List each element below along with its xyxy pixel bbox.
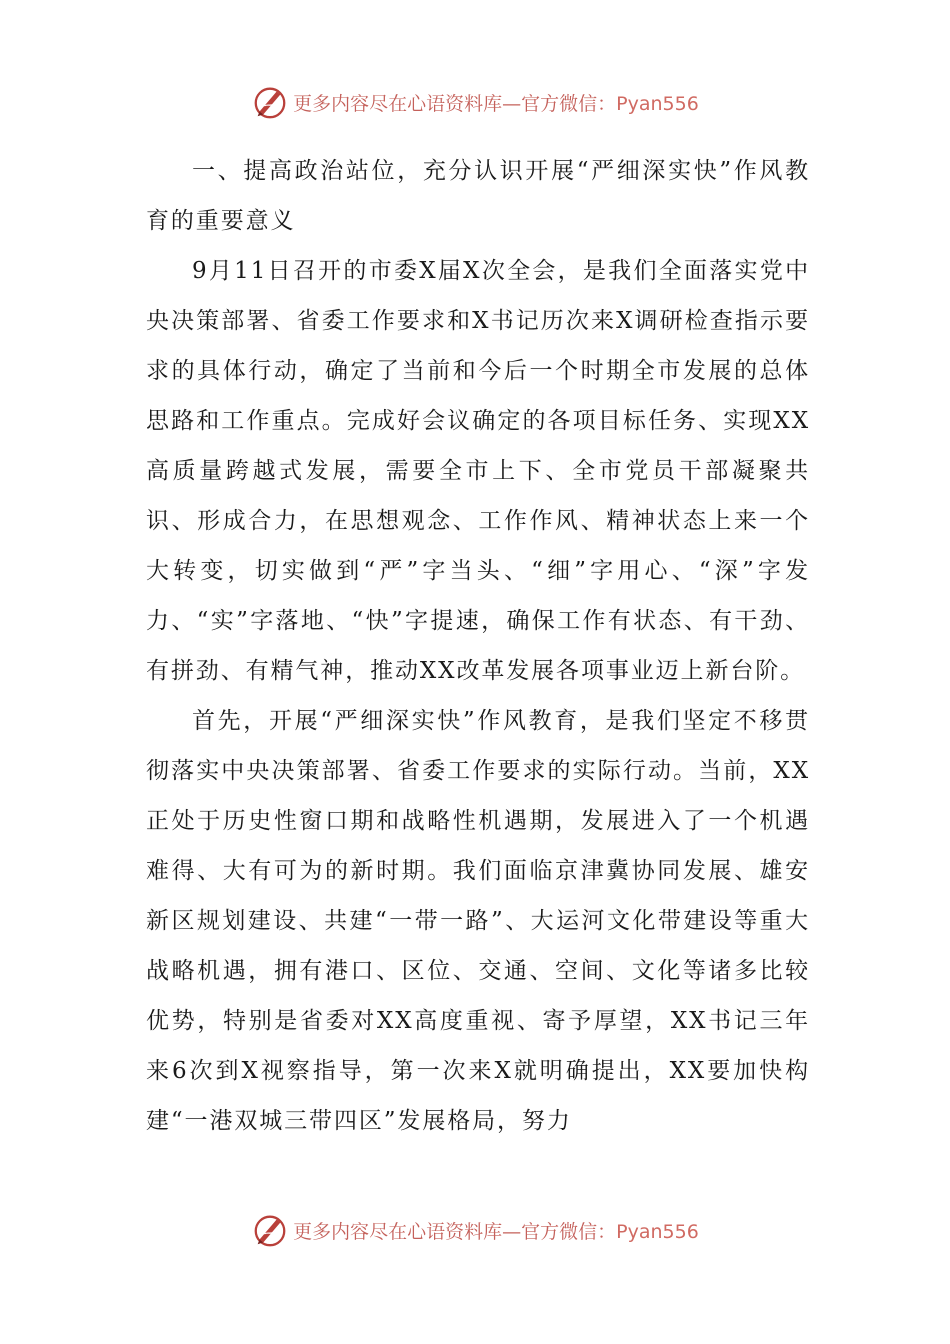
document-body — [146, 146, 810, 1146]
watermark-text: 更多内容尽在心语资料库—官方微信：Pyan556 — [293, 1220, 699, 1243]
pen-logo-icon — [251, 1211, 289, 1249]
watermark-text: 更多内容尽在心语资料库—官方微信：Pyan556 — [293, 92, 699, 115]
watermark-brand: Pyan556 — [616, 92, 699, 115]
watermark-banner-bottom — [0, 1208, 950, 1252]
section-heading: 一、提高政治站位，充分认识开展“严细深实快”作风教育的重要意义 — [146, 158, 810, 234]
watermark-banner-top — [0, 80, 950, 124]
paragraph: 9月11日召开的市委X届X次全会，是我们全面落实党中央决策部署、省委工作要求和X书记历次来X调研检查指示要求的具体行动，确定了当前和今后一个时期全市发展的总体思路和工作重点。完成好会议确定的各项目标任务、实现XX高质量跨越式发展，需要全市上下、全市党员干部凝聚共识、形成合力，在思想观念、工作作风、精神状态上来一个大转变，切实做到“严”字当头、“细”字用心、“深”字发力、“实”字落地、“快”字提速，确保工作有状态、有干劲、有拼劲、有精气神，推动XX改革发展各项事业迈上新台阶。 — [146, 258, 810, 684]
watermark-brand: Pyan556 — [616, 1220, 699, 1243]
pen-logo-icon — [251, 83, 289, 121]
paragraph: 首先，开展“严细深实快”作风教育，是我们坚定不移贯彻落实中央决策部署、省委工作要求的实际行动。当前，XX正处于历史性窗口期和战略性机遇期，发展进入了一个机遇难得、大有可为的新时期。我们面临京津冀协同发展、雄安新区规划建设、共建“一带一路”、大运河文化带建设等重大战略机遇，拥有港口、区位、交通、空间、文化等诸多比较优势，特别是省委对XX高度重视、寄予厚望，XX书记三年来6次到X视察指导，第一次来X就明确提出，XX要加快构建“一港双城三带四区”发展格局，努力 — [146, 708, 810, 1134]
